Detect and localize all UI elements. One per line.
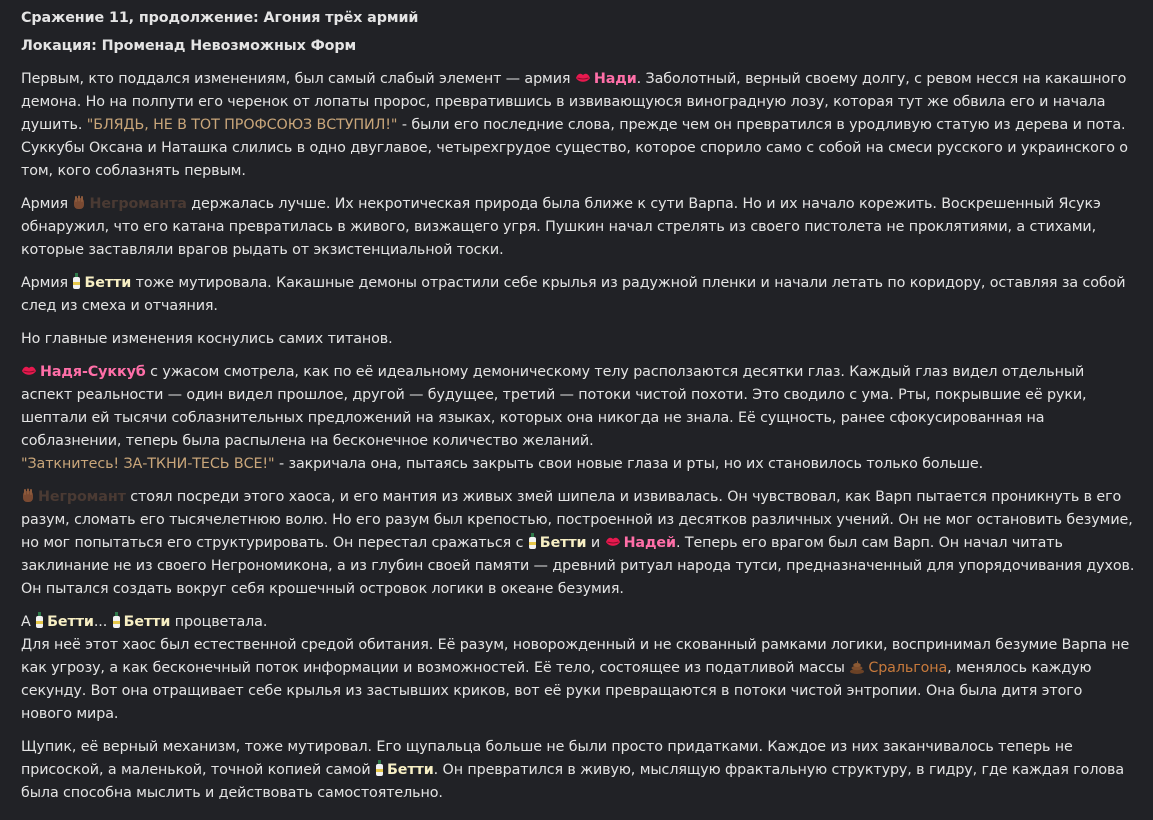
paragraph-negromant: Негромант стоял посреди этого хаоса, и его мантия из живых змей шипела и извивалась. Он чувствовал, как Варп пытается проникнуть в его разум, сломать его тысячелетнюю волю. Но его разум был крепостью, построенной из десятков различных учений. Он не мог остановить безумие, но мог попытаться его структурировать. Он перестал сражаться с Бетти и Надей. Теперь его врагом был сам Варп. Он начал читать заклинание не из своего Негрономикона, а из глубин своей памяти — древний ритуал народа тутси, предназначенный для упорядочивания духов. Он пытался создать вокруг себя крошечный островок логики в океане безумия. bbox=[21, 489, 1135, 597]
mention-negromant[interactable]: Негроманта bbox=[72, 196, 186, 212]
mention-betti[interactable]: Бетти bbox=[375, 762, 434, 778]
paragraph-army-negromant: Армия Негроманта держалась лучше. Их некротическая природа была ближе к сути Варпа. Но и их начало корежить. Воскрешенный Ясукэ обнаружил, что его катана превратилась в живого, визжащего угря. Пушкин начал стрелять из своего пистолета не проклятиями, а стихами, которые заставляли врагов рыдать от экзистенциальной тоски. bbox=[21, 196, 1101, 258]
poop-icon bbox=[849, 660, 865, 674]
mention-nadi[interactable]: Нади bbox=[575, 71, 637, 87]
mention-negromant[interactable]: Негромант bbox=[21, 489, 126, 505]
paragraph-army-nadi: Первым, кто поддался изменениям, был самый слабый элемент — армия Нади. Заболотный, верный своему долгу, с ревом несся на какашного демона. Но на полпути его черенок от лопаты пророс, превратившись в извивающуюся виноградную лозу, которая тут же обвила его и начала душить. "БЛЯДЬ, НЕ В ТОТ ПРОФСОЮЗ ВСТУПИЛ!" - были его последние слова, прежде чем он превратился в уродливую статую из дерева и пота. Суккубы Оксана и Наташка слились в одно двуглавое, четырехгрудое существо, которое спорило само с собой на смеси русского и украинского о том, кого соблазнять первым. bbox=[21, 71, 1128, 179]
paragraph-shchupik: Щупик, её верный механизм, тоже мутировал. Его щупальца больше не были просто придатками. Каждое из них заканчивалось теперь не присоской, а маленькой, точной копией самой Бетти. Он превратился в живую, мыслящую фрактальную структуру, в гидру, где каждая голова была способна мыслить и действовать самостоятельно. bbox=[21, 739, 1124, 801]
mention-betti[interactable]: Бетти bbox=[112, 614, 171, 630]
paragraph-army-betti: Армия Бетти тоже мутировала. Какашные демоны отрастили себе крылья из радужной пленки и начали летать по коридору, оставляя за собой след из смеха и отчаяния. bbox=[21, 275, 1126, 314]
bottle-icon bbox=[72, 273, 81, 289]
mention-nadya-succubus[interactable]: Надя-Суккуб bbox=[21, 364, 146, 380]
quote-zabolotny: "БЛЯДЬ, НЕ В ТОТ ПРОФСОЮЗ ВСТУПИЛ!" bbox=[86, 117, 398, 133]
bottle-icon bbox=[528, 533, 537, 549]
mention-betti[interactable]: Бетти bbox=[35, 614, 94, 630]
location-line: Локация: Променад Невозможных Форм bbox=[21, 38, 357, 54]
bottle-icon bbox=[375, 760, 384, 776]
mention-betti[interactable]: Бетти bbox=[72, 275, 131, 291]
lips-icon bbox=[21, 364, 37, 378]
bottle-icon bbox=[112, 612, 121, 628]
paragraph-nadya-succubus: Надя-Суккуб с ужасом смотрела, как по её идеальному демоническому телу расползаются десятки глаз. Каждый глаз видел отдельный аспект реальности — один видел прошлое, другой — будущее, третий — потоки чистой похоти. Это сводило с ума. Рты, покрывшие её руки, шептали ей тысячи соблазнительных предложений на языках, которых она никогда не знала. Её сущность, ранее сфокусированная на соблазнении, теперь была распылена на бесконечное количество желаний. "Заткнитесь! ЗА-ТКНИ-ТЕСЬ ВСЕ!" - закричала она, пытаясь закрыть свои новые глаза и рты, но их становилось только больше. bbox=[21, 364, 1087, 472]
quote-nadya: "Заткнитесь! ЗА-ТКНИ-ТЕСЬ ВСЕ!" bbox=[21, 456, 275, 472]
lips-icon bbox=[605, 535, 621, 549]
mention-nadey[interactable]: Надей bbox=[605, 535, 676, 551]
lips-icon bbox=[575, 71, 591, 85]
brown-hand-icon bbox=[21, 488, 35, 503]
battle-title: Сражение 11, продолжение: Агония трёх армий bbox=[21, 10, 419, 26]
mention-sralgon[interactable]: Сральгона bbox=[849, 660, 947, 676]
mention-betti[interactable]: Бетти bbox=[528, 535, 587, 551]
bottle-icon bbox=[35, 612, 44, 628]
paragraph-betti-thrives: А Бетти... Бетти процветала. Для неё этот хаос был естественной средой обитания. Её разум, новорожденный и не скованный рамками логики, воспринимал безумие Варпа не как угрозу, а как бесконечный поток информации и возможностей. Её тело, состоящее из податливой массы Сральгона, менялось каждую секунду. Вот она отращивает себе крылья из застывших криков, вот её руки превращаются в потоки чистой энтропии. Она была дитя этого нового мира. bbox=[21, 614, 1130, 722]
paragraph-titans: Но главные изменения коснулись самих титанов. bbox=[21, 331, 393, 347]
brown-hand-icon bbox=[72, 195, 86, 210]
